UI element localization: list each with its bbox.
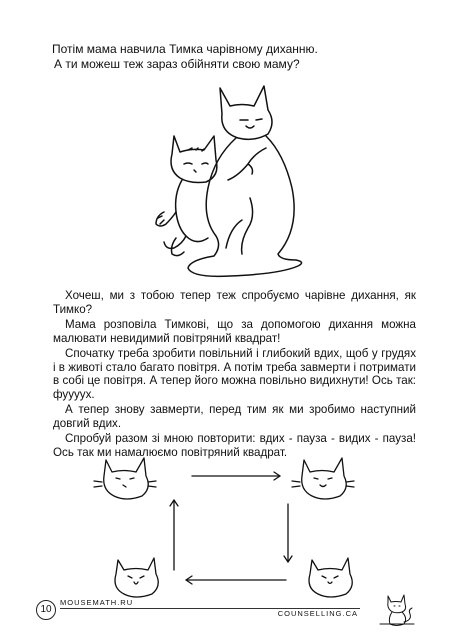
story-paragraph: Хочеш, ми з тобою тепер теж спробуємо чарівне дихання, як Тимко? bbox=[53, 289, 416, 316]
cat-face-icon bbox=[292, 458, 354, 499]
arrow-icon bbox=[170, 500, 178, 570]
footer-left-site: MOUSEMATH.RU bbox=[60, 598, 134, 607]
story-paragraph: А тепер знову завмерти, перед тим як ми зробимо наступний довгий вдих. bbox=[53, 403, 416, 431]
intro-text bbox=[52, 42, 412, 72]
page-footer bbox=[0, 590, 452, 640]
intro-line-1: Потім мама навчила Тимка чарівному диханню. bbox=[52, 42, 318, 56]
story-text bbox=[53, 289, 416, 461]
story-paragraph: Спробуй разом зі мною повторити: вдих - пауза - видих - пауза! Ось так ми намалюємо повітряний квадрат. bbox=[53, 432, 416, 459]
intro-line-2: А ти можеш теж зараз обійняти свою маму? bbox=[54, 57, 300, 71]
hugging-cats-illustration bbox=[130, 78, 310, 283]
footer-right-site: COUNSELLING.CA bbox=[277, 609, 358, 618]
small-cat-icon bbox=[370, 590, 420, 630]
breathing-square-diagram bbox=[90, 452, 380, 602]
arrow-icon bbox=[284, 504, 292, 562]
arrow-icon bbox=[192, 472, 280, 480]
page-number: 10 bbox=[36, 600, 56, 620]
arrow-icon bbox=[186, 576, 286, 584]
cat-face-icon bbox=[94, 458, 156, 499]
story-paragraph: Мама розповіла Тимкові, що за допомогою дихання можна малювати невидимий повітряний квадрат! bbox=[53, 317, 416, 345]
story-paragraph: Спочатку треба зробити повільний і глибокий вдих, щоб у грудях і в животі стало багато повітря. А потім треба завмерти і потримати в собі це повітря. А тепер його можна повільно видихнути! Ось так: фуууух. bbox=[53, 346, 416, 402]
